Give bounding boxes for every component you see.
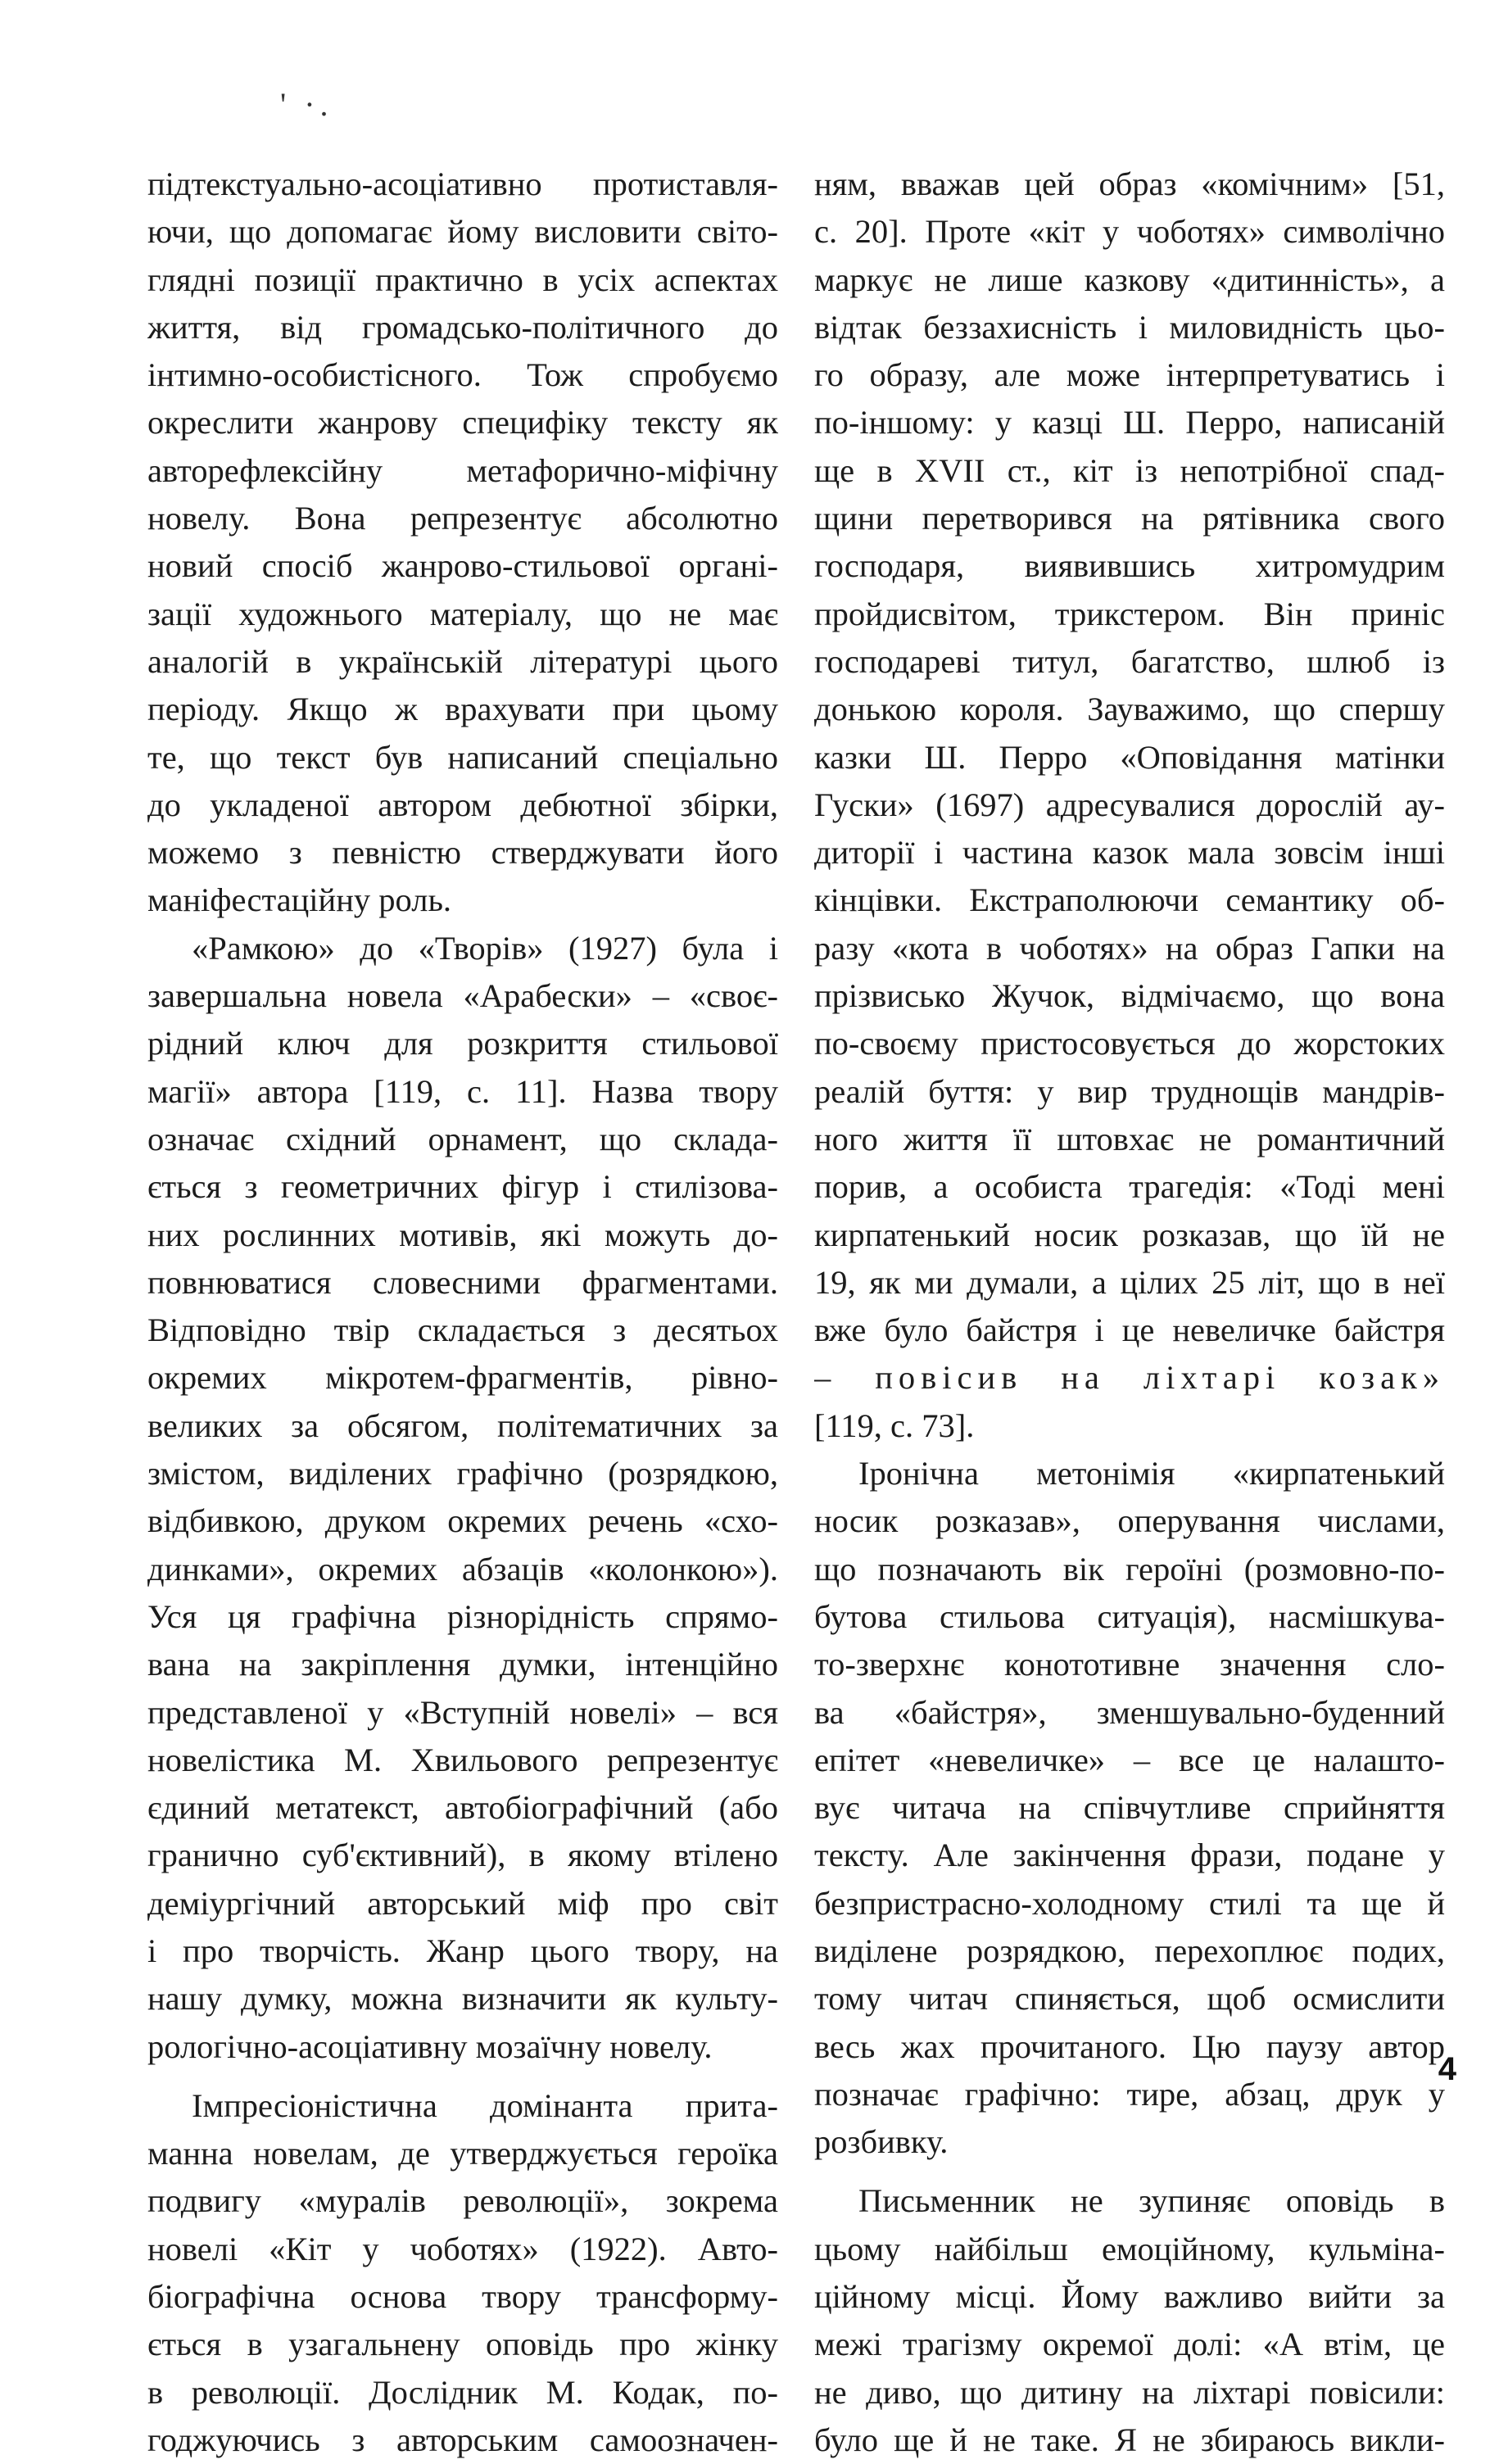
text-line: подвигу «муралів революції», зокрема — [147, 2182, 778, 2220]
text-line: маніфестаційну роль. — [147, 881, 452, 919]
text-line: змістом, виділених графічно (розрядкою, — [147, 1455, 778, 1492]
text-line: ще в XVII ст., кіт із непотрібної спад- — [814, 451, 1445, 489]
text-line: інтимно-особистісного. Тож спробуємо — [147, 356, 778, 394]
text-line: епітет «невеличке» – все це налашто- — [814, 1741, 1445, 1778]
text-line: вана на закріплення думки, інтенційно — [147, 1646, 778, 1683]
paragraph-start-line: «Рамкою» до «Творів» (1927) була і — [192, 929, 778, 967]
text-line: донькою короля. Зауважимо, що спершу — [814, 691, 1445, 728]
paragraph-start-line: Письменник не зупиняє оповідь в — [858, 2182, 1445, 2220]
text-line: відбивкою, друком окремих речень «схо- — [147, 1502, 778, 1540]
text-line: ва «байстря», зменшувально-буденний — [814, 1693, 1445, 1731]
text-line: що позначають вік героїні (розмовно-по- — [814, 1550, 1445, 1588]
text-line: казки Ш. Перро «Оповідання матінки — [814, 738, 1445, 776]
text-line: господареві титул, багатство, шлюб із — [814, 642, 1445, 680]
text-line: безпристрасно-холодному стилі та ще й — [814, 1884, 1445, 1922]
paragraph-start-line: Імпресіоністична домінанта прита- — [192, 2086, 778, 2124]
right-text-column — [814, 161, 1445, 2464]
text-line: по-іншому: у казці Ш. Перро, написаній — [814, 404, 1445, 442]
text-line: біографічна основа твору трансформу- — [147, 2278, 778, 2316]
text-line: великих за обсягом, політематичних за — [147, 1406, 778, 1444]
text-line: окреслити жанрову специфіку тексту як — [147, 404, 778, 442]
text-line: означає східний орнамент, що склада- — [147, 1120, 778, 1157]
text-line: підтекстуально-асоціативно протиставля- — [147, 165, 778, 202]
text-line: новелу. Вона репрезентує абсолютно — [147, 500, 778, 537]
text-line: с. 20]. Проте «кіт у чоботях» символічно — [814, 213, 1445, 251]
text-line: Уся ця графічна різнорідність спрямо- — [147, 1597, 778, 1635]
text-line: завершальна новела «Арабески» – «своє- — [147, 977, 778, 1015]
text-line: вже було байстря і це невеличке байстря — [814, 1311, 1445, 1349]
text-line: відтак беззахисність і миловидність цьо- — [814, 308, 1445, 346]
text-line: рологічно-асоціативну мозаїчну новелу. — [147, 2027, 713, 2065]
text-line: магії» автора [119, с. 11]. Назва твору — [147, 1072, 778, 1110]
text-line: не диво, що дитину на ліхтарі повісили: — [814, 2373, 1445, 2411]
text-line: цьому найбільш емоційному, кульміна- — [814, 2230, 1445, 2267]
text-line: них рослинних мотивів, які можуть до- — [147, 1216, 778, 1253]
text-line: виділене розрядкою, перехоплює подих, — [814, 1932, 1445, 1969]
text-line: аналогій в українській літературі цього — [147, 642, 778, 680]
text-line: манна новелам, де утверджується героїка — [147, 2135, 778, 2172]
text-line: вує читача на співчутливе сприйняття — [814, 1789, 1445, 1827]
text-line: повнюватися словесними фрагментами. — [147, 1263, 778, 1301]
text-line: пройдисвітом, трикстером. Він приніс — [814, 595, 1445, 632]
corner-mark: ' ·. — [280, 86, 333, 123]
text-line: деміургічний авторський міф про світ — [147, 1884, 778, 1922]
text-line: Гуски» (1697) адресувалися дорослій ау- — [814, 786, 1445, 823]
text-line: межі трагізму окремої долі: «А втім, це — [814, 2326, 1445, 2363]
text-line: зації художнього матеріалу, що не має — [147, 595, 778, 632]
paragraph-start-line: Іронічна метонімія «кирпатенький — [858, 1455, 1445, 1492]
text-line: ційному місці. Йому важливо вийти за — [814, 2278, 1445, 2316]
left-text-column — [147, 161, 778, 2464]
text-line: життя, від громадсько-політичного до — [147, 308, 778, 346]
text-line: і про творчість. Жанр цього твору, на — [147, 1932, 778, 1969]
text-line: ного життя її штовхає не романтичний — [814, 1120, 1445, 1157]
text-line: розбивку. — [814, 2123, 949, 2161]
text-line: представленої у «Вступній новелі» – вся — [147, 1693, 778, 1731]
text-line: бутова стильова ситуація), насмішкува- — [814, 1597, 1445, 1635]
spaced-text-line: – повісив на ліхтарі козак» — [814, 1359, 1445, 1397]
text-line: носик розказав», оперування числами, — [814, 1502, 1445, 1540]
text-line: глядні позиції практично в усіх аспектах — [147, 260, 778, 298]
text-line: тексту. Але закінчення фрази, подане у — [814, 1837, 1445, 1874]
text-line: ється в узагальнену оповідь про жінку — [147, 2326, 778, 2363]
text-line: новелістика М. Хвильового репрезентує — [147, 1741, 778, 1778]
text-line: гранично суб'єктивний), в якому втілено — [147, 1837, 778, 1874]
text-line: порив, а особиста трагедія: «Тоді мені — [814, 1168, 1445, 1206]
text-line: періоду. Якщо ж врахувати при цьому — [147, 691, 778, 728]
text-line: тому читач спиняється, щоб осмислити — [814, 1980, 1445, 2018]
text-line: окремих мікротем-фрагментів, рівно- — [147, 1359, 778, 1397]
text-line: до укладеної автором дебютної збірки, — [147, 786, 778, 823]
text-line: разу «кота в чоботях» на образ Гапки на — [814, 929, 1445, 967]
text-line: реалій буття: у вир труднощів мандрів- — [814, 1072, 1445, 1110]
text-line: позначає графічно: тире, абзац, друк у — [814, 2075, 1445, 2113]
text-line: можемо з певністю стверджувати його — [147, 834, 778, 872]
text-line: по-своєму пристосовується до жорстоких — [814, 1025, 1445, 1062]
text-line: кирпатенький носик розказав, що їй не — [814, 1216, 1445, 1253]
text-line: було ще й не таке. Я не збираюсь викли- — [814, 2421, 1445, 2458]
text-line: те, що текст був написаний спеціально — [147, 738, 778, 776]
text-line: авторефлексійну метафорично-міфічну — [147, 451, 778, 489]
text-line: кінцівки. Екстраполюючи семантику об- — [814, 881, 1445, 919]
text-line: то-зверхнє конототивне значення сло- — [814, 1646, 1445, 1683]
text-line: ням, вважав цей образ «комічним» [51, — [814, 165, 1445, 202]
text-line: господаря, виявившись хитромудрим — [814, 547, 1445, 585]
text-line: 19, як ми думали, а цілих 25 літ, що в неї — [814, 1263, 1445, 1301]
paragraph-gap — [814, 2166, 1445, 2177]
text-line: диторії і частина казок мала зовсім інші — [814, 834, 1445, 872]
text-line: прізвисько Жучок, відмічаємо, що вона — [814, 977, 1445, 1015]
text-line: динками», окремих абзаців «колонкою»). — [147, 1550, 778, 1588]
text-line: маркує не лише казкову «дитинність», а — [814, 260, 1445, 298]
text-line: єдиний метатекст, автобіографічний (або — [147, 1789, 778, 1827]
text-line: нашу думку, можна визначити як культу- — [147, 1980, 778, 2018]
text-line: в революції. Дослідник М. Кодак, по- — [147, 2373, 778, 2411]
text-line: ється з геометричних фігур і стилізова- — [147, 1168, 778, 1206]
page-number: 4 — [1438, 2051, 1456, 2087]
paragraph-gap — [147, 2071, 778, 2082]
text-line: Відповідно твір складається з десятьох — [147, 1311, 778, 1349]
text-line: новелі «Кіт у чоботях» (1922). Авто- — [147, 2230, 778, 2267]
text-line: новий спосіб жанрово-стильової органі- — [147, 547, 778, 585]
text-line: го образу, але може інтерпретуватись і — [814, 356, 1445, 394]
text-line: годжуючись з авторським самоозначен- — [147, 2421, 778, 2458]
text-line: [119, с. 73]. — [814, 1406, 975, 1444]
text-line: щини перетворився на рятівника свого — [814, 500, 1445, 537]
text-line: рідний ключ для розкриття стильової — [147, 1025, 778, 1062]
text-line: весь жах прочитаного. Цю паузу автор — [814, 2027, 1445, 2065]
text-line: ючи, що допомагає йому висловити світо- — [147, 213, 778, 251]
